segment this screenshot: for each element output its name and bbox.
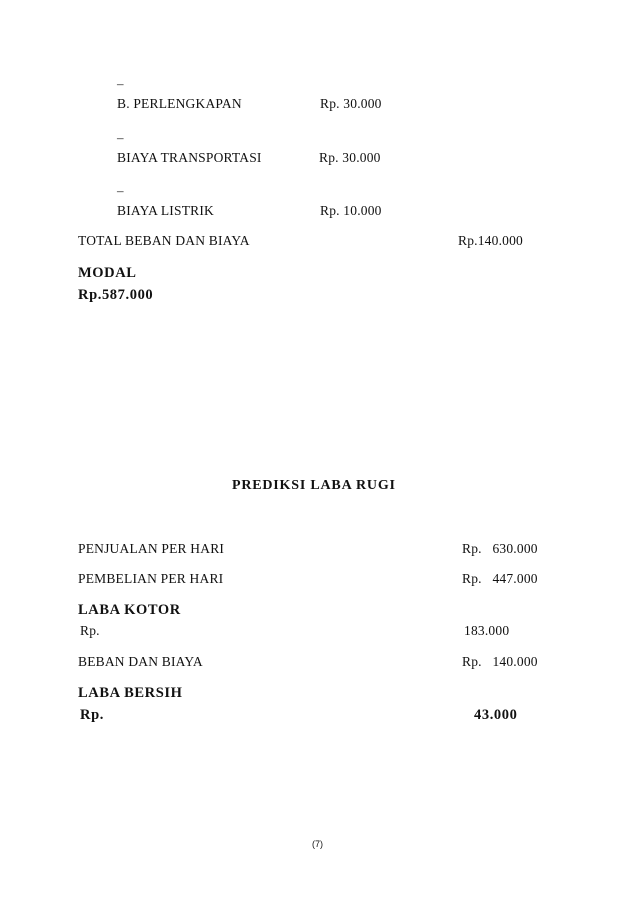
expense-label-perlengkapan: B. PERLENGKAPAN <box>117 96 242 111</box>
section-title: PREDIKSI LABA RUGI <box>232 478 396 493</box>
page-number: (7) <box>312 839 323 849</box>
penjualan-value: Rp. 630.000 <box>462 541 538 556</box>
list-bullet-dash: – <box>117 183 124 198</box>
expense-label-transportasi: BIAYA TRANSPORTASI <box>117 150 262 165</box>
expense-value-transportasi: Rp. 30.000 <box>319 150 381 165</box>
laba-kotor-label: LABA KOTOR <box>78 602 181 618</box>
laba-bersih-value: 43.000 <box>474 707 518 723</box>
pembelian-value: Rp. 447.000 <box>462 571 538 586</box>
expense-label-listrik: BIAYA LISTRIK <box>117 203 214 218</box>
modal-label: MODAL <box>78 265 137 281</box>
list-bullet-dash: – <box>117 130 124 145</box>
laba-bersih-currency: Rp. <box>80 707 104 723</box>
list-bullet-dash: – <box>117 76 124 91</box>
total-expense-value: Rp.140.000 <box>458 233 524 248</box>
modal-value: Rp.587.000 <box>78 287 154 303</box>
penjualan-label: PENJUALAN PER HARI <box>78 541 225 556</box>
pembelian-label: PEMBELIAN PER HARI <box>78 571 224 586</box>
expense-value-perlengkapan: Rp. 30.000 <box>320 96 382 111</box>
expense-value-listrik: Rp. 10.000 <box>320 203 382 218</box>
beban-label: BEBAN DAN BIAYA <box>78 654 203 669</box>
total-expense-label: TOTAL BEBAN DAN BIAYA <box>78 233 250 248</box>
laba-kotor-value: 183.000 <box>464 623 510 638</box>
laba-kotor-currency: Rp. <box>80 623 100 638</box>
beban-value: Rp. 140.000 <box>462 654 538 669</box>
laba-bersih-label: LABA BERSIH <box>78 685 183 701</box>
